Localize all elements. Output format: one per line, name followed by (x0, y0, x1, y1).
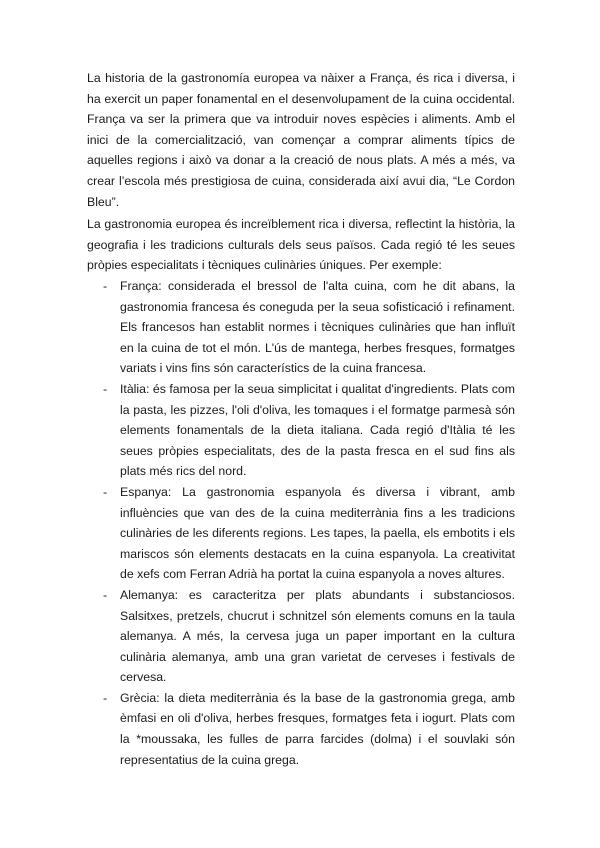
list-item-italia (87, 379, 515, 482)
list-item-alemanya (87, 585, 515, 688)
list-item-text: Alemanya: es caracteritza per plats abundants i substanciosos. Salsitxes, pretzels, chucrut i schnitzel són elements comuns en la taula alemanya. A més, la cervesa juga un paper important en la cultura culinària alemanya, amb una gran varietat de cerveses i festivals de cervesa. (120, 587, 515, 685)
bullet-dash: - (103, 279, 108, 293)
list-item-text: Espanya: La gastronomia espanyola és diversa i vibrant, amb influències que van des de la cuina mediterrània fins a les tradicions culinàries de les diferents regions. Les tapes, la paella, els embotits i els mariscos són elements destacats en la cuina espanyola. La creativitat de xefs com Ferran Adrià ha portat la cuina espanyola a noves altures. (120, 484, 515, 582)
list-item-franca (87, 276, 515, 379)
overview-paragraph: La gastronomia europea és increïblement rica i diversa, reflectint la història, la geografia i les tradicions culturals dels seus països. Cada regió té les seues pròpies especialitats i tècniques culinàries úniques. Per exemple: (87, 217, 515, 273)
intro-paragraph: La historia de la gastronomía europea va nàixer a França, és rica i diversa, i ha exercit un paper fonamental en el desenvolupament de la cuina occidental. França va ser la primera que va introduir noves espècies i aliments. Amb el inici de la comercialització, van començar a comprar aliments típics de aquelles regions i això va donar a la creació de nous plats. A més a més, va crear l’escola més prestigiosa de cuina, considerada així avui dia, “Le Cordon Bleu”. (87, 71, 515, 209)
list-item-grecia (87, 688, 515, 770)
list-item-text: Itàlia: és famosa per la seua simplicitat i qualitat d'ingredients. Plats com la pasta, les pizzes, l'oli d'oliva, les tomaques i el formatge parmesà són elements fonamentals de la dieta italiana. Cada regió d'Itàlia té les seues pròpies especialitats, des de la pasta fresca en el sud fins als plats més rics del nord. (120, 381, 515, 479)
bullet-dash: - (103, 587, 108, 602)
list-item-espanya (87, 482, 515, 585)
bullet-dash: - (103, 484, 108, 499)
bullet-dash: - (103, 381, 108, 396)
list-item-text: França: considerada el bressol de l'alta cuina, com he dit abans, la gastronomia francesa és coneguda per la seua sofisticació i refinament. Els francesos han establit normes i tècniques culinàries que han influït en la cuina de tot el món. L'ús de mantega, herbes fresques, formatges variats i vins fins són característics de la cuina francesa. (120, 279, 515, 376)
list-item-text: Grècia: la dieta mediterrània és la base de la gastronomia grega, amb èmfasi en oli d'oliva, herbes fresques, formatges feta i iogurt. Plats com la *moussaka, les fulles de parra farcides (dolma) i el souvlaki són representatius de la cuina grega. (120, 690, 515, 767)
bullet-dash: - (103, 690, 108, 705)
cuisine-list (87, 276, 515, 770)
